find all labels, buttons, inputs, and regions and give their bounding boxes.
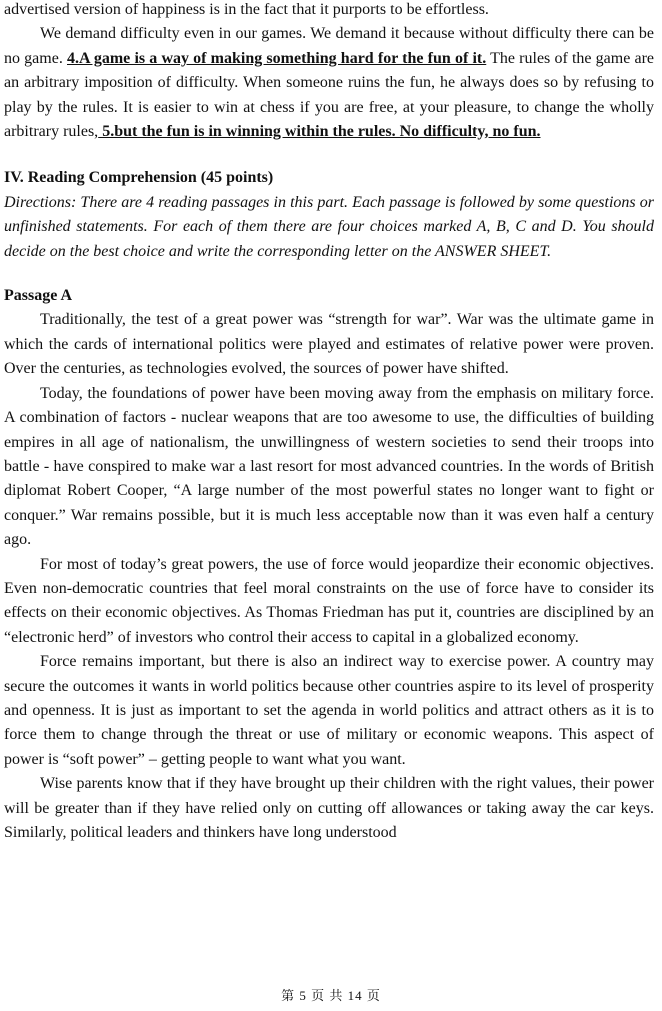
- passage-paragraph: Wise parents know that if they have brought up their children with the right values, their power will be greater than if they have relied only on cutting off allowances or taking away the car keys. Similarly, political leaders and thinkers have long understood: [4, 775, 654, 841]
- paragraph-text: We demand difficulty even in our games. We demand it because without difficulty there can be no game.: [4, 25, 654, 67]
- text-block: [4, 0, 654, 845]
- paragraph-games: [4, 22, 654, 144]
- paragraph-text: The rules of the game are an arbitrary imposition of difficulty. When someone ruins the fun, he always does so by refusing to play by the rules. It is easier to win at chess if you are free, at your pleasure, to change the wholly arbitrary rules,: [4, 49, 655, 141]
- directions: Directions: There are 4 reading passages in this part. Each passage is followed by some questions or unfinished statements. For each of them there are four choices marked A, B, C and D. You should decide on the best choice and write the corresponding letter on the ANSWER SHEET.: [4, 193, 654, 260]
- passage-title: Passage A: [4, 287, 72, 305]
- spacer: [4, 144, 654, 166]
- answer-4-bold-underlined: 4.A game is a way of making something hard for the fun of it.: [67, 49, 487, 67]
- passage-paragraph: For most of today’s great powers, the use of force would jeopardize their economic objectives. Even non-democratic countries that feel moral constraints on the use of force have to consider its effects on their economic objectives. As Thomas Friedman has put it, countries are disciplined by an “electronic herd” of investors who control their access to capital in a globalized economy.: [4, 555, 654, 646]
- continued-line: advertised version of happiness is in the fact that it purports to be effortless.: [4, 1, 489, 18]
- answer-5-bold-underlined: 5.but the fun is in winning within the rules. No difficulty, no fun.: [98, 123, 541, 141]
- passage-paragraph: Today, the foundations of power have been moving away from the emphasis on military force. A combination of factors - nuclear weapons that are too awesome to use, the difficulties of building empires in all age of nationalism, the unwillingness of western societies to send their troops into battle - have conspired to make war a last resort for most advanced countries. In the words of British diplomat Robert Cooper, “A large number of the most powerful states no longer want to fight or conquer.” War remains possible, but it is much less acceptable now than it was even half a century ago.: [4, 384, 654, 549]
- spacer: [4, 264, 654, 284]
- page-number-footer: 第 5 页 共 14 页: [281, 988, 381, 1003]
- passage-paragraph: Force remains important, but there is also an indirect way to exercise power. A country may secure the outcomes it wants in world politics because other countries aspire to its level of prosperity and openness. It is just as important to set the agenda in world politics and attract others as it is to force them to change through the threat or use of military or economic weapons. This aspect of power is “soft power” – getting people to want what you want.: [4, 653, 654, 768]
- section-heading: IV. Reading Comprehension (45 points): [4, 169, 274, 187]
- passage-paragraph: Traditionally, the test of a great power was “strength for war”. War was the ultimate game in which the cards of international politics were played and estimates of relative power were proven. Over the centuries, as technologies evolved, the sources of power have shifted.: [4, 311, 654, 378]
